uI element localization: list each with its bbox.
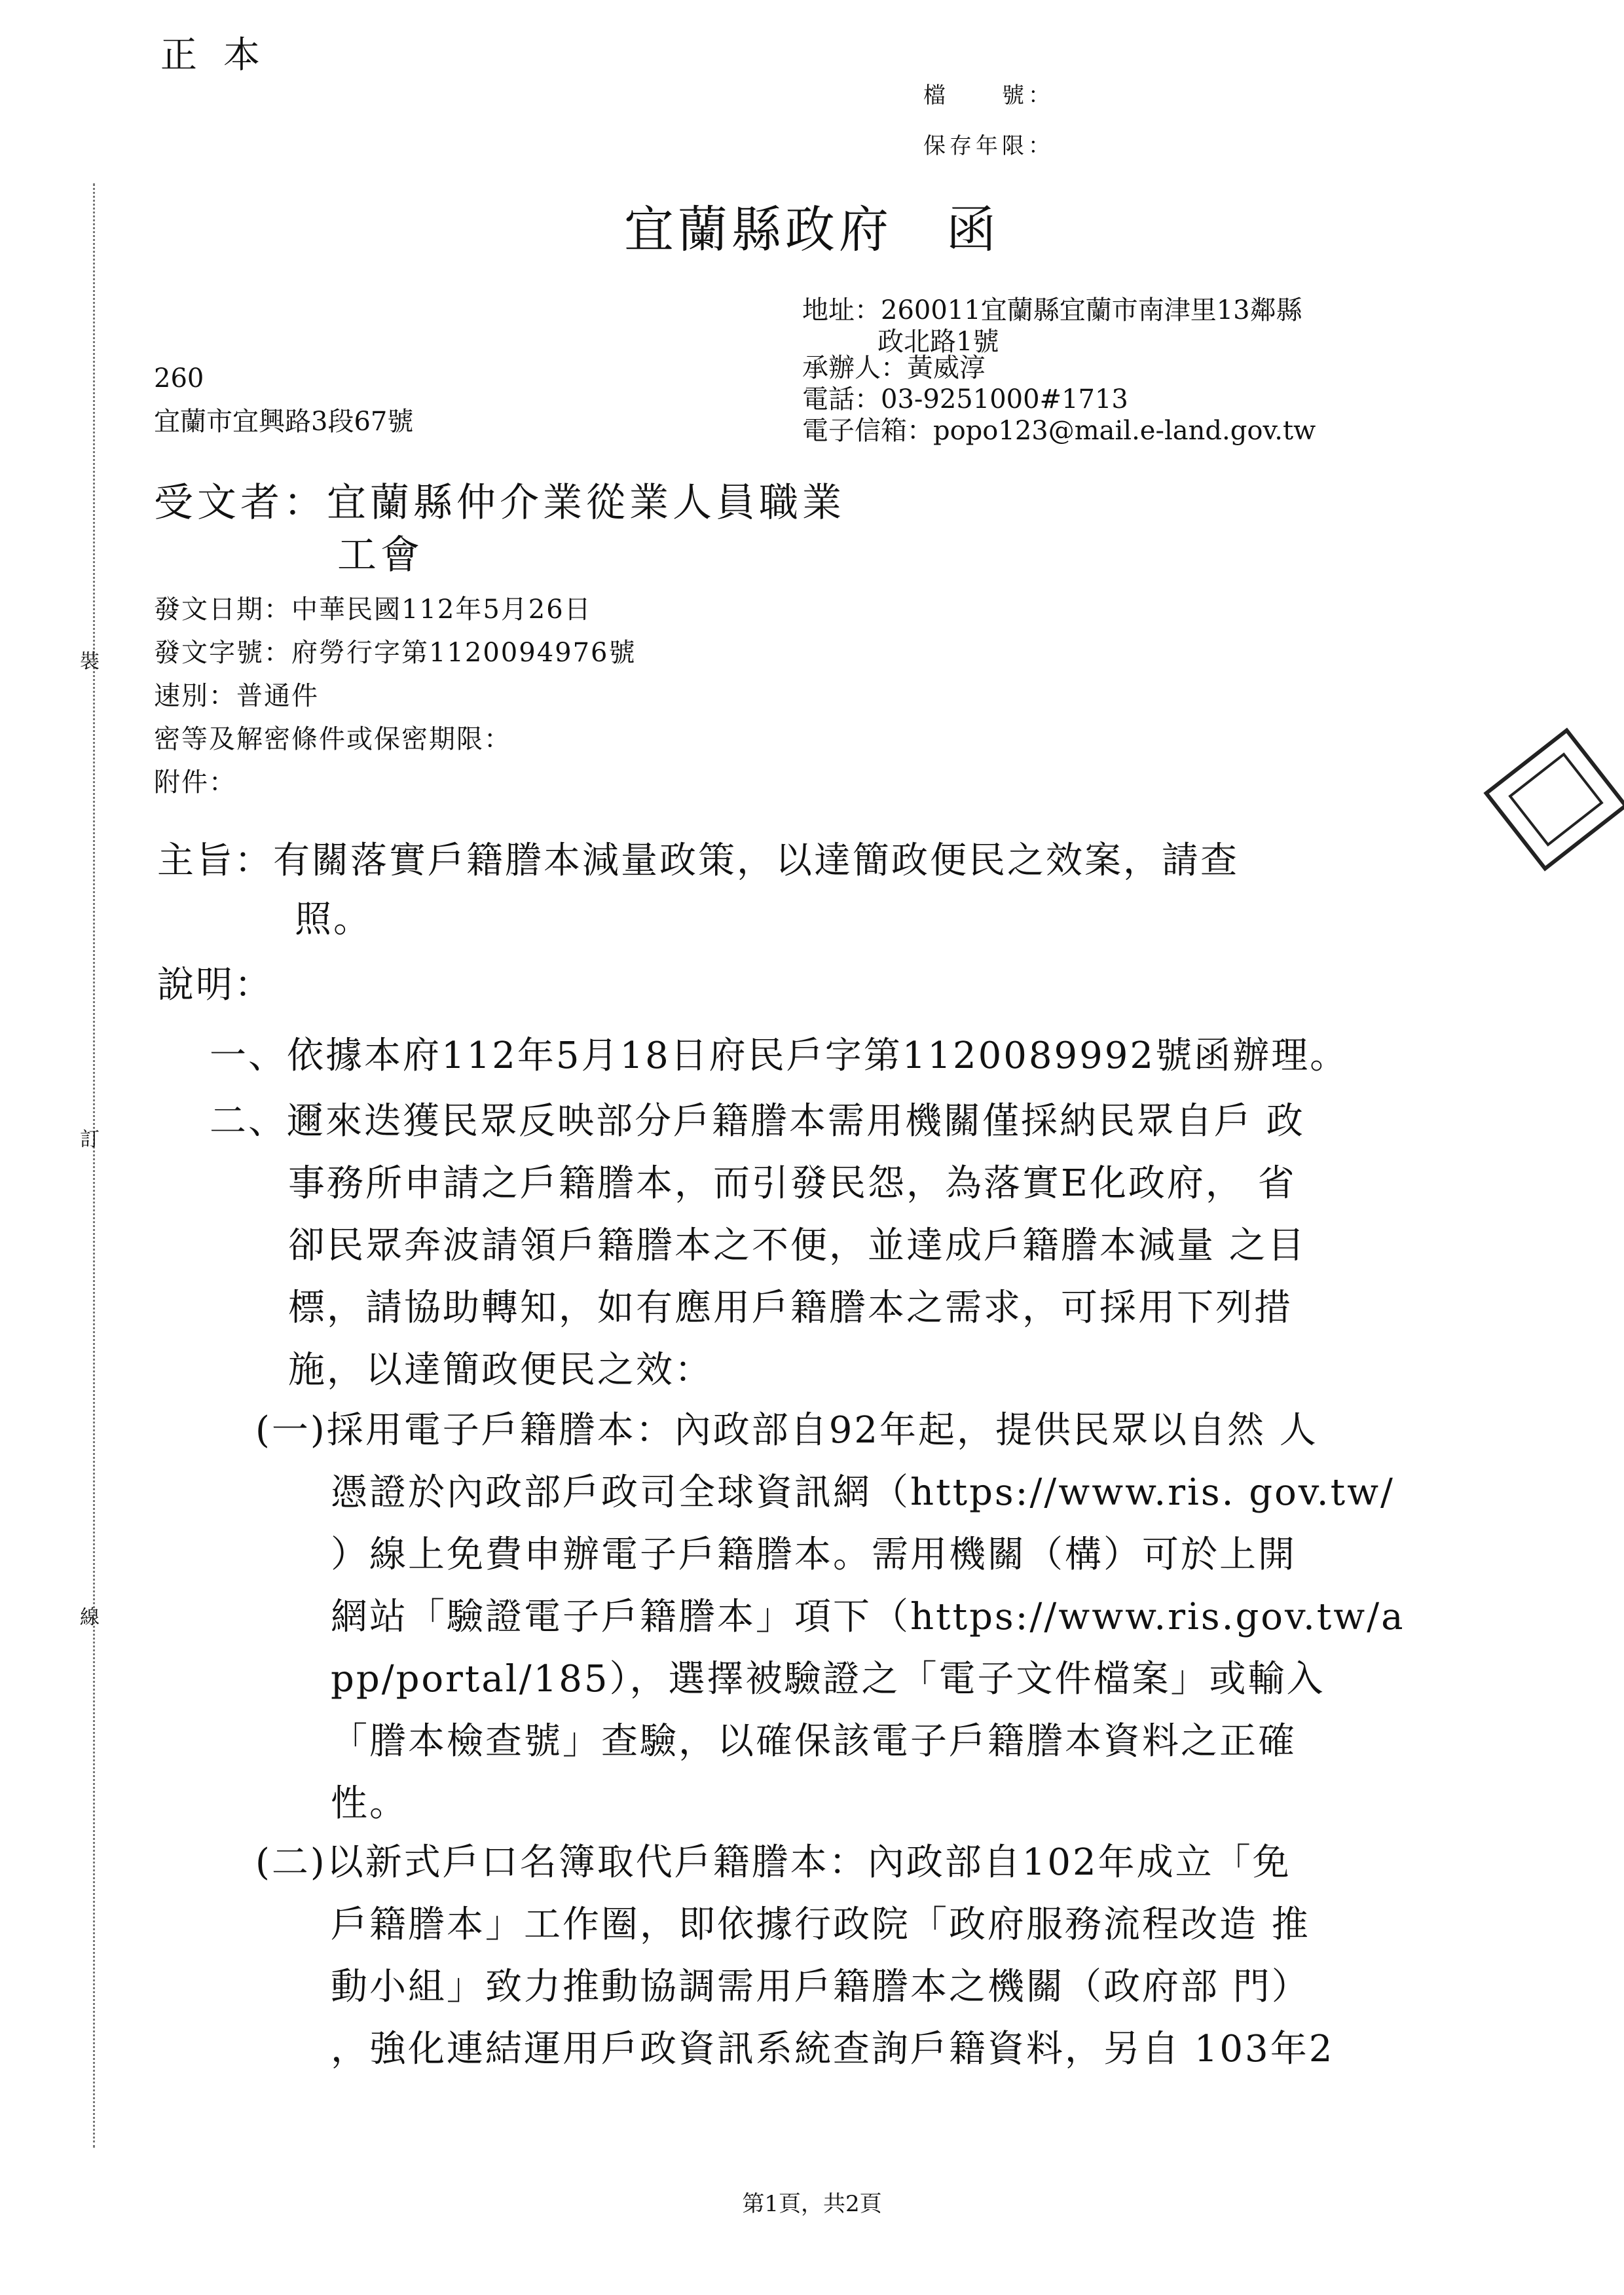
item2-line: 卻民眾奔波請領戶籍謄本之不便，並達成戶籍謄本減量 之目 [288,1224,1306,1267]
binding-margin-char: 裝 [80,650,100,673]
binding-margin-line [93,183,95,2148]
explanation-item1: 一、依據本府112年5月18日府民戶字第1120089992號函辦理。 [210,1035,1349,1077]
item2-line: 二、邇來迭獲民眾反映部分戶籍謄本需用機關僅採納民眾自戶 政 [210,1100,1305,1143]
sender-address-line1: 地址：260011宜蘭縣宜蘭市南津里13鄰縣 [802,295,1302,325]
binding-margin-char: 訂 [80,1128,100,1151]
sub2-line: 戶籍謄本」工作圈，即依據行政院「政府服務流程改造 推 [331,1903,1310,1946]
recipient-address: 宜蘭市宜興路3段67號 [154,407,414,437]
sub1-line: 網站「驗證電子戶籍謄本」項下（https://www.ris.gov.tw/a [331,1596,1405,1638]
explanation-heading: 說明： [157,964,273,1006]
sender-address-line2: 政北路1號 [877,327,999,357]
sender-email: 電子信箱：popo123@mail.e-land.gov.tw [802,416,1316,446]
sender-contact: 承辦人：黃威淳 [802,353,986,383]
sub1-line: (一)採用電子戶籍謄本：內政部自92年起，提供民眾以自然 人 [255,1409,1318,1452]
document-number: 發文字號：府勞行字第1120094976號 [154,638,637,668]
attachment-label: 附件： [154,767,236,798]
item2-line: 事務所申請之戶籍謄本，而引發民怨，為落實E化政府， 省 [288,1162,1297,1205]
sub1-line: 「謄本檢查號」查驗，以確保該電子戶籍謄本資料之正確 [331,1720,1297,1763]
sub2-line: 動小組」致力推動協調需用戶籍謄本之機關（政府部 門） [331,1966,1310,2008]
page-footer: 第1頁，共2頁 [742,2191,882,2217]
sub1-line: 憑證於內政部戶政司全球資訊網（https://www.ris. gov.tw/ [331,1471,1395,1514]
sub1-line: 性。 [331,1782,408,1825]
sender-phone: 電話：03-9251000#1713 [802,384,1128,414]
receiver-line2: 工會 [337,532,424,578]
sub2-line: ，強化連結運用戶政資訊系統查詢戶籍資料，另自 103年2 [331,2028,1335,2070]
sub2-line: (二)以新式戶口名簿取代戶籍謄本：內政部自102年成立「免 [255,1841,1291,1884]
subject-line2: 照。 [295,898,372,941]
item2-line: 施，以達簡政便民之效： [288,1349,713,1391]
sub1-line: ）線上免費申辦電子戶籍謄本。需用機關（構）可於上開 [331,1533,1297,1576]
delivery-speed: 速別：普通件 [154,681,319,711]
secrecy-level: 密等及解密條件或保密期限： [154,724,511,754]
archive-number-label: 檔 號： [923,83,1054,109]
sub1-line: pp/portal/185），選擇被驗證之「電子文件檔案」或輸入 [331,1658,1325,1700]
official-seal-stamp [1483,727,1624,872]
copy-type-label: 正本 [160,34,286,77]
item2-line: 標，請協助轉知，如有應用戶籍謄本之需求，可採用下列措 [288,1287,1293,1329]
subject-line1: 主旨：有關落實戶籍謄本減量政策，以達簡政便民之效案，請查 [157,839,1239,882]
issue-date: 發文日期：中華民國112年5月26日 [154,595,592,625]
binding-margin-char: 線 [80,1606,100,1629]
receiver-line1: 受文者：宜蘭縣仲介業從業人員職業 [154,480,845,526]
document-title: 宜蘭縣政府 函 [624,200,1000,259]
retention-period-label: 保存年限： [923,133,1054,159]
recipient-zip: 260 [154,363,204,394]
